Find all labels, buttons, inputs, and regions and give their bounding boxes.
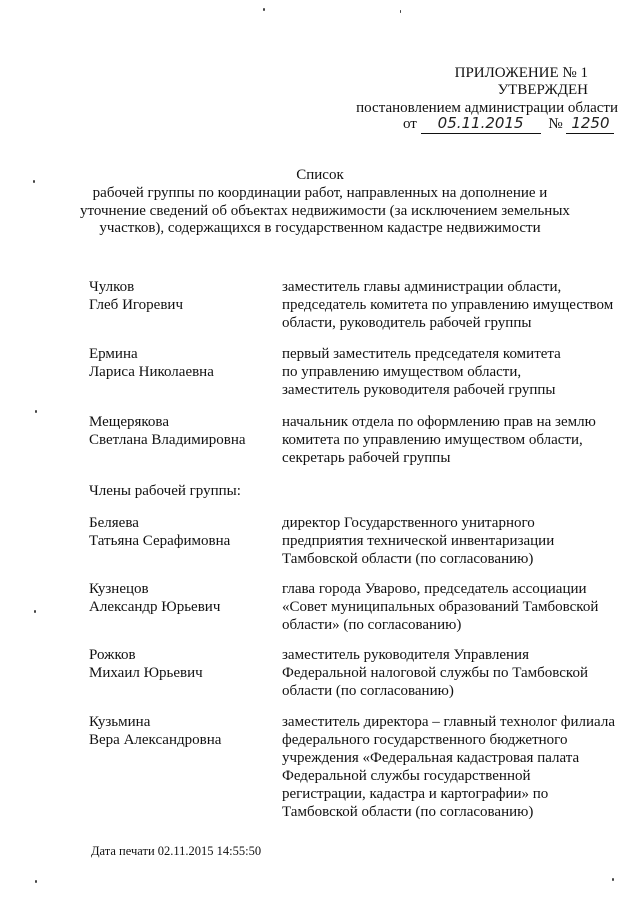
role-line: комитета по управлению имуществом области, — [282, 432, 583, 448]
role-line: «Совет муниципальных образований Тамбовской — [282, 599, 599, 615]
member-role — [282, 413, 627, 467]
member-surname: Кузьмина — [89, 714, 151, 730]
subtitle-line: участков), содержащихся в государственном кадастре недвижимости — [99, 220, 541, 236]
approved-label: УТВЕРЖДЕН — [497, 82, 588, 98]
resolution-number: 1250 — [566, 113, 614, 134]
role-line: глава города Уварово, председатель ассоциации — [282, 581, 587, 597]
scan-speck — [35, 410, 37, 413]
scan-speck — [400, 10, 401, 13]
role-line: Тамбовской области (по согласованию) — [282, 551, 534, 567]
member-surname: Чулков — [89, 279, 135, 295]
subtitle-line: рабочей группы по координации работ, направленных на дополнение и — [92, 185, 548, 201]
role-line: секретарь рабочей группы — [282, 450, 451, 466]
member-given-name: Вера Александровна — [89, 732, 222, 748]
member-surname: Мещерякова — [89, 414, 169, 430]
scan-speck — [263, 8, 265, 11]
scan-speck — [35, 880, 37, 883]
role-line: Федеральной налоговой службы по Тамбовской — [282, 665, 588, 681]
print-date: Дата печати 02.11.2015 14:55:50 — [91, 844, 262, 858]
role-line: директор Государственного унитарного — [282, 515, 535, 531]
member-role — [282, 713, 627, 821]
member-given-name: Михаил Юрьевич — [89, 665, 203, 681]
role-line: регистрации, кадастра и картографии» по — [282, 786, 549, 802]
scan-speck — [33, 180, 35, 183]
role-line: области (по согласованию) — [282, 683, 454, 699]
role-line: заместитель руководителя рабочей группы — [282, 382, 556, 398]
member-name — [89, 646, 279, 682]
role-line: области, руководитель рабочей группы — [282, 315, 532, 331]
member-name — [89, 514, 279, 550]
member-surname: Рожков — [89, 647, 136, 663]
role-line: заместитель главы администрации области, — [282, 279, 562, 295]
member-given-name: Александр Юрьевич — [89, 599, 221, 615]
role-line: области» (по согласованию) — [282, 617, 462, 633]
member-role — [282, 278, 627, 332]
appendix-label: ПРИЛОЖЕНИЕ № 1 — [454, 65, 588, 81]
role-line: федерального государственного бюджетного — [282, 732, 568, 748]
member-name — [89, 278, 279, 314]
member-given-name: Глеб Игоревич — [89, 297, 183, 313]
member-name — [89, 345, 279, 381]
role-line: предприятия технической инвентаризации — [282, 533, 555, 549]
member-name — [89, 413, 279, 449]
role-line: заместитель директора – главный технолог филиала — [282, 714, 615, 730]
resolution-label: постановлением администрации области — [356, 100, 618, 116]
subtitle-line: уточнение сведений об объектах недвижимости (за исключением земельных — [80, 202, 570, 219]
role-line: заместитель руководителя Управления — [282, 647, 529, 663]
document-heading: Список — [296, 167, 344, 183]
member-surname: Ермина — [89, 346, 138, 362]
role-line: по управлению имуществом области, — [282, 364, 522, 380]
role-line: Федеральной службы государственной — [282, 768, 531, 784]
role-line: первый заместитель председателя комитета — [282, 346, 561, 362]
resolution-date-line — [403, 113, 623, 134]
resolution-date: 05.11.2015 — [421, 113, 541, 134]
document-subtitle — [80, 185, 570, 238]
member-surname: Беляева — [89, 515, 139, 531]
from-label: от — [403, 116, 417, 132]
member-role — [282, 646, 627, 700]
number-label: № — [548, 116, 563, 132]
member-given-name: Лариса Николаевна — [89, 364, 214, 380]
role-line: председатель комитета по управлению имуществом — [282, 297, 614, 313]
role-line: Тамбовской области (по согласованию) — [282, 804, 534, 820]
member-name — [89, 713, 279, 749]
scan-speck — [612, 878, 614, 881]
member-role — [282, 345, 627, 399]
member-given-name: Татьяна Серафимовна — [89, 533, 231, 549]
role-line: начальник отдела по оформлению прав на землю — [282, 414, 596, 430]
member-surname: Кузнецов — [89, 581, 149, 597]
member-name — [89, 580, 279, 616]
member-given-name: Светлана Владимировна — [89, 432, 246, 448]
members-heading: Члены рабочей группы: — [89, 483, 241, 499]
member-role — [282, 514, 627, 568]
scan-speck — [34, 610, 36, 613]
member-role — [282, 580, 627, 634]
role-line: учреждения «Федеральная кадастровая палата — [282, 750, 580, 766]
